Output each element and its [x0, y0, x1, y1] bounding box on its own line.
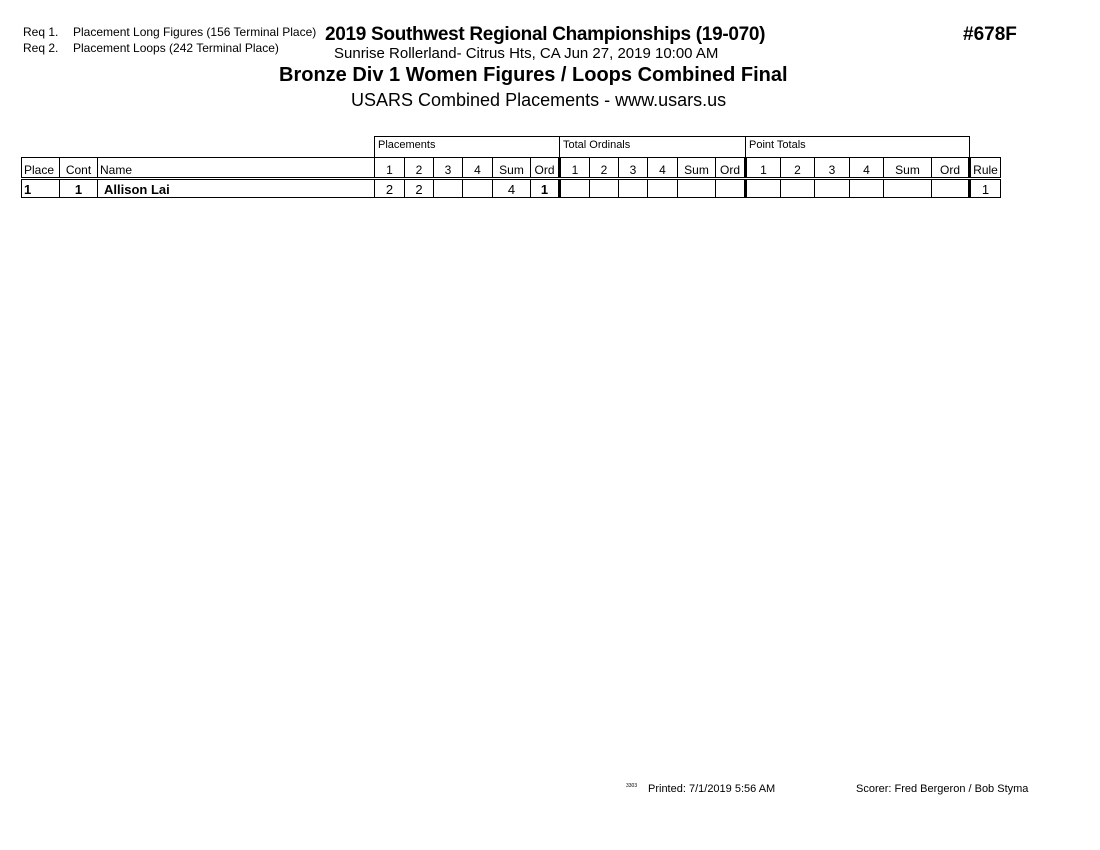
group-placements: Placements: [375, 137, 560, 158]
cell-placement-4: [463, 179, 493, 198]
col-ordinal-ord: Ord: [716, 158, 746, 179]
requirement-2: [23, 41, 279, 55]
requirement-1: [23, 25, 316, 39]
usars-line: USARS Combined Placements - www.usars.us: [351, 90, 727, 110]
printed-timestamp: Printed: 7/1/2019 5:56 AM: [648, 783, 776, 795]
cell-points-4: [850, 179, 884, 198]
col-placement-1: 1: [375, 158, 405, 179]
col-ordinal-sum: Sum: [678, 158, 716, 179]
col-placement-ord: Ord: [531, 158, 560, 179]
table-row: [22, 179, 1001, 198]
cell-placement-1: 2: [375, 179, 405, 198]
column-header-row: [22, 158, 1001, 179]
cell-points-ord: [932, 179, 970, 198]
col-name: Name: [98, 158, 375, 179]
col-ordinal-4: 4: [648, 158, 678, 179]
event-title: Bronze Div 1 Women Figures / Loops Combined Final: [279, 64, 788, 86]
col-ordinal-3: 3: [619, 158, 648, 179]
requirement-text: Placement Loops (242 Terminal Place): [73, 41, 279, 55]
results-table: [21, 136, 1001, 198]
cell-name: Allison Lai: [98, 179, 375, 198]
cell-ordinal-ord: [716, 179, 746, 198]
cell-points-3: [815, 179, 850, 198]
venue-date: Sunrise Rollerland- Citrus Hts, CA Jun 27, 2019 10:00 AM: [334, 45, 719, 62]
col-rule: Rule: [970, 158, 1001, 179]
requirement-number: Req 2.: [23, 41, 59, 55]
cell-points-2: [781, 179, 815, 198]
cell-ordinal-sum: [678, 179, 716, 198]
group-header-row: [22, 137, 1001, 158]
cell-ordinal-1: [560, 179, 590, 198]
col-place: Place: [22, 158, 60, 179]
cell-place: 1: [22, 179, 60, 198]
cell-placement-sum: 4: [493, 179, 531, 198]
requirement-text: Placement Long Figures (156 Terminal Place): [73, 25, 317, 39]
col-points-sum: Sum: [884, 158, 932, 179]
group-point-totals: Point Totals: [746, 137, 970, 158]
col-placement-sum: Sum: [493, 158, 531, 179]
col-ordinal-2: 2: [590, 158, 619, 179]
col-placement-3: 3: [434, 158, 463, 179]
competition-title: 2019 Southwest Regional Championships (19-070): [325, 24, 766, 45]
col-points-3: 3: [815, 158, 850, 179]
cell-placement-ord: 1: [531, 179, 560, 198]
col-points-1: 1: [746, 158, 781, 179]
cell-points-1: [746, 179, 781, 198]
group-total-ordinals: Total Ordinals: [560, 137, 746, 158]
col-points-ord: Ord: [932, 158, 970, 179]
cell-placement-3: [434, 179, 463, 198]
col-cont: Cont: [60, 158, 98, 179]
cell-ordinal-3: [619, 179, 648, 198]
col-points-2: 2: [781, 158, 815, 179]
cell-placement-2: 2: [405, 179, 434, 198]
cell-ordinal-2: [590, 179, 619, 198]
col-ordinal-1: 1: [560, 158, 590, 179]
footer-code: 3303: [626, 783, 638, 789]
col-placement-2: 2: [405, 158, 434, 179]
event-number: #678F: [963, 24, 1017, 45]
col-placement-4: 4: [463, 158, 493, 179]
cell-cont: 1: [60, 179, 98, 198]
cell-points-sum: [884, 179, 932, 198]
scorer-line: Scorer: Fred Bergeron / Bob Styma: [856, 783, 1029, 795]
cell-rule: 1: [970, 179, 1001, 198]
col-points-4: 4: [850, 158, 884, 179]
cell-ordinal-4: [648, 179, 678, 198]
requirement-number: Req 1.: [23, 25, 59, 39]
